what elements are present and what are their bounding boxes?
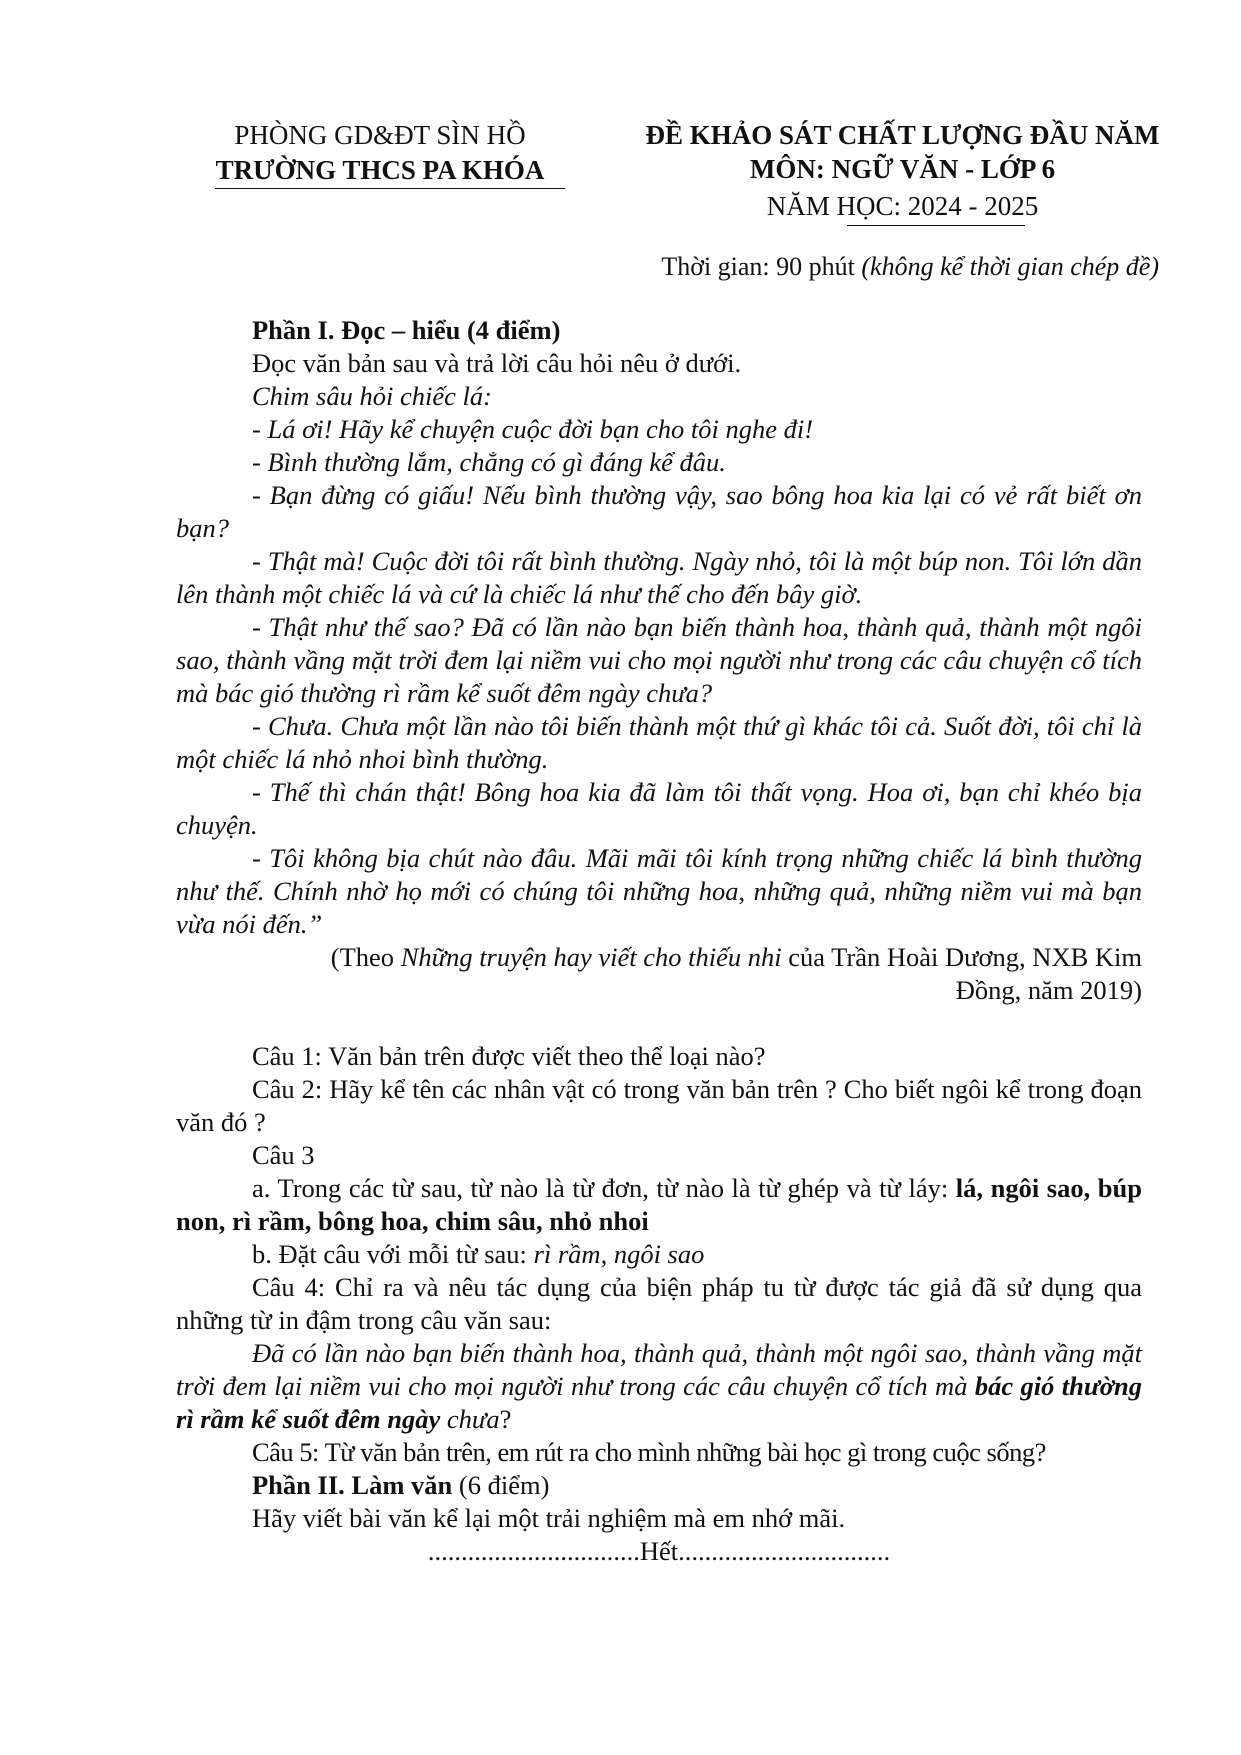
- exam-content: [176, 314, 1142, 1568]
- passage-line: - Thật mà! Cuộc đời tôi rất bình thường. Ngày nhỏ, tôi là một búp non. Tôi lớn dần lên thành một chiếc lá và cứ là chiếc lá như thế cho đến bây giờ.: [176, 546, 1142, 609]
- school-underline: [215, 188, 565, 189]
- part2-title-bold: Phần II. Làm văn: [252, 1470, 453, 1500]
- passage-line: - Tôi không bịa chút nào đâu. Mãi mãi tôi kính trọng những chiếc lá bình thường như thế. Chính nhờ họ mới có chúng tôi những hoa, những quả, những niềm vui mà bạn vừa nói đến.”: [176, 843, 1142, 939]
- question-5: Câu 5: Từ văn bản trên, em rút ra cho mình những bài học gì trong cuộc sống?: [252, 1437, 1046, 1467]
- passage-source-end: Đồng, năm 2019): [955, 975, 1142, 1005]
- school-name: TRƯỜNG THCS PA KHÓA: [215, 155, 545, 185]
- question-3a-words: lá, ngôi sao, búp non, rì rầm, bông hoa, chim sâu, nhỏ nhoi: [176, 1173, 1143, 1236]
- spacer: [176, 1007, 1142, 1040]
- question-3a-text: a. Trong các từ sau, từ nào là từ đơn, từ nào là từ ghép và từ láy:: [252, 1173, 956, 1203]
- end-marker: ................................Hết................................: [427, 1536, 891, 1566]
- passage-line: - Thật như thế sao? Đã có lần nào bạn biến thành hoa, thành quả, thành một ngôi sao, thành vầng mặt trời đem lại niềm vui cho mọi người như trong các câu chuyện cổ tích mà bác gió thường rì rầm kể suốt đêm ngày chưa?: [176, 612, 1142, 708]
- passage-line: - Bình thường lắm, chẳng có gì đáng kể đâu.: [252, 447, 726, 477]
- question-3b: [176, 1238, 1142, 1271]
- school-year: NĂM HỌC: 2024 - 2025: [766, 191, 1039, 221]
- department-name: PHÒNG GD&ĐT SÌN HỒ: [234, 120, 526, 150]
- source-book: Những truyện hay viết cho thiếu nhi: [400, 942, 782, 972]
- passage-line: - Chưa. Chưa một lần nào tôi biến thành một thứ gì khác tôi cả. Suốt đời, tôi chỉ là một chiếc lá nhỏ nhoi bình thường.: [176, 711, 1142, 774]
- time-label: Thời gian: 90 phút: [661, 252, 862, 281]
- passage-source: [176, 941, 1142, 974]
- source-prefix: (Theo: [330, 942, 401, 972]
- school-year-underline: [847, 225, 1025, 226]
- question-3b-text: b. Đặt câu với mỗi từ sau:: [252, 1239, 534, 1269]
- exam-time: [661, 252, 1159, 282]
- quote-part-b: chưa: [440, 1404, 500, 1434]
- quote-part-a: Đã có lần nào bạn biến thành hoa, thành quả, thành một ngôi sao, thành vầng mặt trời đem lại niềm vui cho mọi người như trong các câu chuyện cổ tích mà: [176, 1338, 1142, 1401]
- question-2: Câu 2: Hãy kể tên các nhân vật có trong văn bản trên ? Cho biết ngôi kể trong đoạn văn đó ?: [176, 1074, 1142, 1137]
- question-3-label: Câu 3: [252, 1140, 315, 1170]
- question-3a: [176, 1172, 1142, 1238]
- question-4: Câu 4: Chỉ ra và nêu tác dụng của biện pháp tu từ được tác giả đã sử dụng qua những từ in đậm trong câu văn sau:: [176, 1272, 1142, 1335]
- part2-points: (6 điểm): [452, 1470, 550, 1500]
- question-1: Câu 1: Văn bản trên được viết theo thể loại nào?: [252, 1041, 766, 1071]
- quote-bold: bác gió thường rì rầm kể suốt đêm ngày: [176, 1371, 1142, 1434]
- passage-line: - Thế thì chán thật! Bông hoa kia đã làm tôi thất vọng. Hoa ơi, bạn chỉ khéo bịa chuyện.: [176, 777, 1142, 840]
- part2-task: Hãy viết bài văn kể lại một trải nghiệm mà em nhớ mãi.: [252, 1503, 846, 1533]
- school-header: [200, 118, 560, 188]
- part2-title: [176, 1469, 1142, 1502]
- exam-title: ĐỀ KHẢO SÁT CHẤT LƯỢNG ĐẦU NĂM: [645, 120, 1160, 150]
- quote-end: ?: [499, 1404, 512, 1434]
- question-3b-words: rì rầm, ngôi sao: [533, 1239, 705, 1269]
- part1-instruction: Đọc văn bản sau và trả lời câu hỏi nêu ở dưới.: [252, 348, 742, 378]
- passage-line: - Bạn đừng có giấu! Nếu bình thường vậy, sao bông hoa kia lại có vẻ rất biết ơn bạn?: [176, 480, 1142, 543]
- exam-header: [615, 118, 1190, 226]
- time-note: (không kể thời gian chép đề): [861, 252, 1159, 281]
- part1-title: Phần I. Đọc – hiểu (4 điểm): [252, 315, 561, 345]
- question-4-quote: [176, 1337, 1142, 1436]
- source-author: của Trần Hoài Dương, NXB Kim: [781, 942, 1142, 972]
- passage-line: Chim sâu hỏi chiếc lá:: [252, 381, 492, 411]
- passage-line: - Lá ơi! Hãy kể chuyện cuộc đời bạn cho tôi nghe đi!: [252, 414, 814, 444]
- exam-subject: MÔN: NGỮ VĂN - LỚP 6: [749, 154, 1056, 184]
